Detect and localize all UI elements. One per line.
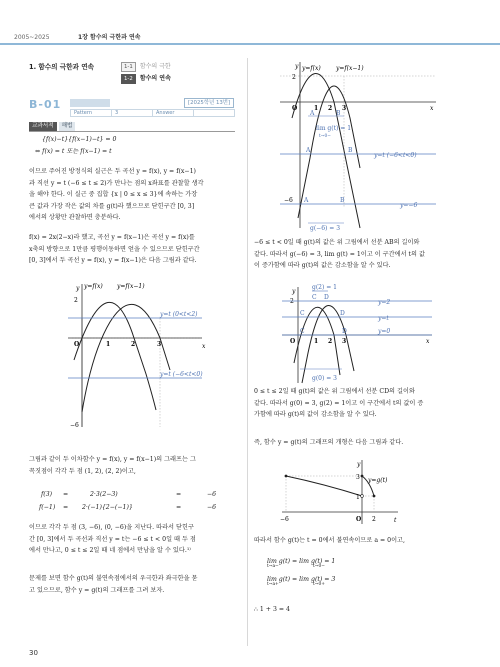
label-fx: y=f(x) — [84, 283, 103, 290]
limit-sub: t→0− — [319, 134, 331, 139]
paragraph-3 — [29, 454, 239, 477]
calc-1-lhs: f(3) — [41, 491, 53, 498]
point-open — [361, 495, 364, 498]
header-rule — [0, 43, 500, 45]
header-years: 2005~2025 — [14, 34, 50, 41]
curve-gt-left — [286, 476, 362, 496]
meta-cell: Answer — [153, 110, 194, 116]
unit-label: 함수의 극한 — [139, 63, 171, 71]
text-line: 0 ≤ t ≤ 2일 때 g(t)의 값은 위 그림에서 선분 CD의 길이와 — [254, 388, 415, 395]
origin-label: O — [74, 341, 80, 348]
calc-1-rhs: −6 — [207, 491, 217, 498]
point-d-bot: D — [342, 328, 347, 335]
limit-eq-2-sub-a: t→a+ — [267, 582, 279, 587]
x-axis-label: x — [426, 338, 430, 345]
limit-eq-1-sub-b: t→0− — [313, 564, 325, 569]
text-line: 고 있으므로, 함수 y = g(t)의 그래프를 그려 보자. — [29, 586, 165, 594]
text-line: x축의 방향으로 1만큼 평행이동하면 얻을 수 있으므로 닫힌구간 — [29, 245, 200, 253]
tick-2: 2 — [74, 297, 78, 304]
tick-x2: 2 — [328, 105, 333, 112]
label-line-neg6: y=−6 — [400, 202, 418, 209]
tick-1: 1 — [356, 494, 360, 501]
y-axis-label: y — [295, 63, 299, 70]
graph-case-negative-t — [270, 58, 440, 233]
point-a-upper: A — [310, 110, 315, 117]
meta-cell: 3 — [112, 110, 153, 116]
curve-fx-minus1 — [82, 304, 170, 412]
unit-row-1 — [121, 62, 171, 72]
label-textbook: 교과서적 — [29, 122, 57, 131]
limit-eq-1-sub-a: t→a− — [267, 564, 279, 569]
paragraph-5 — [29, 573, 239, 596]
label-gt: y=g(t) — [368, 477, 388, 484]
solution-labels — [29, 122, 75, 131]
graph-fx-two-curves — [62, 282, 212, 432]
conclusion: ∴ 1 + 3 = 4 — [254, 606, 290, 613]
calc-1-mid: 2·3(2−3) — [90, 491, 118, 498]
text-line: 문제를 보면 함수 g(t)의 불연속점에서의 우극한과 좌극한을 묻 — [29, 575, 198, 582]
tick-x3: 3 — [342, 105, 347, 112]
text-line: 가함에 따라 g(t)의 값이 감소함을 알 수 있다. — [254, 411, 377, 419]
label-y2: y=2 — [378, 299, 391, 306]
problem-source: [2025학년 13번] — [184, 98, 234, 108]
tick-x1: 1 — [314, 105, 319, 112]
y-axis-label: y — [76, 285, 80, 292]
text-line: 같다. 따라서 g(−6) = 3, lim g(t) = 1이고 이 구간에서 t의 값 — [254, 250, 425, 258]
text-line: 큰 값과 가장 작은 값의 차를 g(t)라 했으므로 닫힌구간 [0, 3] — [29, 202, 195, 210]
limit-label: lim g(t) = 1 — [316, 125, 352, 132]
origin-label: O — [292, 105, 298, 112]
unit-row-2 — [121, 74, 171, 84]
point-end — [373, 495, 376, 498]
calc-2-mid: 2·(−1){2−(−1)} — [82, 504, 133, 511]
point-d-top: D — [324, 294, 329, 301]
point-closed — [361, 475, 364, 478]
unit-tag: 1-1 — [121, 62, 136, 72]
tick-2: 2 — [292, 74, 296, 81]
point-b-lower: B — [348, 147, 353, 154]
tick-x1: 1 — [106, 341, 111, 348]
right-paragraph-2 — [254, 386, 486, 421]
tick-x1: 1 — [314, 338, 319, 345]
problem-bar — [70, 99, 110, 107]
paragraph-2 — [29, 232, 239, 267]
tick-neg6: −6 — [284, 197, 293, 204]
label-line-t: y=t (−6<t<0) — [374, 152, 417, 159]
problem-meta — [70, 109, 235, 117]
tick-x3: 3 — [342, 338, 347, 345]
problem-id: B-01 — [29, 98, 62, 111]
label-line-bot: y=t (−6<t<0) — [160, 371, 203, 378]
calc-2-lhs: f(−1) — [39, 504, 56, 511]
text-line: 이 증가함에 따라 g(t)의 값은 감소함을 알 수 있다. — [254, 262, 391, 270]
g0-label: g(0) = 3 — [312, 375, 337, 382]
meta-cell: Pattern — [71, 110, 112, 116]
right-paragraph-1 — [254, 237, 486, 272]
x-axis-label: x — [430, 105, 434, 112]
curve-fx — [74, 302, 156, 410]
label-line-top: y=t (0<t<2) — [160, 311, 198, 318]
point-c-top: C — [312, 294, 317, 301]
y-axis-label: y — [357, 461, 361, 468]
g-neg6-label: g(−6) = 3 — [310, 225, 341, 232]
text-line: 이므로 주어진 방정식의 실근은 두 곡선 y = f(x), y = f(x−1) — [29, 168, 196, 175]
label-solution: 해법 — [59, 122, 76, 131]
graph-gt — [272, 458, 402, 528]
text-line: [0, 3]에서 두 곡선 y = f(x), y = f(x−1)은 다음 그림과 같다. — [29, 257, 197, 265]
tick-neg6: −6 — [70, 422, 79, 429]
tick-neg6: −6 — [280, 516, 289, 523]
calc-2-rhs: −6 — [207, 504, 217, 511]
tick-x2: 2 — [131, 341, 136, 348]
point-a-lower: A — [306, 147, 311, 154]
label-y0: y=0 — [378, 328, 391, 335]
section-title: 1. 함수의 극한과 연속 — [29, 63, 94, 71]
origin-label: O — [356, 516, 362, 523]
limit-eq-2: lim g(t) = lim g(t) = 3 — [267, 576, 336, 583]
tick-x2: 2 — [328, 338, 333, 345]
column-divider — [247, 58, 248, 646]
unit-label-active: 함수의 연속 — [139, 75, 171, 83]
point-c-bot: C — [300, 328, 305, 335]
label-fx: y=f(x) — [302, 65, 321, 72]
text-line: 과 직선 y = t (−6 ≤ t ≤ 2)가 만나는 점의 x좌표를 관찰할 생각 — [29, 179, 204, 187]
limit-eq-1: lim g(t) = lim g(t) = 1 — [267, 558, 336, 565]
x-axis-label: x — [202, 343, 206, 350]
label-rule — [29, 131, 235, 132]
equation-2: ⇔ f(x) = t 또는 f(x−1) = t — [35, 148, 112, 155]
text-line: 에서의 상황만 관찰하면 충분하다. — [29, 214, 121, 222]
label-fx-minus1: y=f(x−1) — [336, 65, 364, 72]
point-start — [285, 475, 288, 478]
text-line: 꼭짓점이 각각 두 점 (1, 2), (2, 2)이고, — [29, 467, 136, 475]
origin-label: O — [290, 338, 296, 345]
tick-x3: 3 — [157, 341, 162, 348]
paragraph-1 — [29, 166, 239, 224]
point-b-upper: B — [336, 110, 341, 117]
page-number: 30 — [29, 649, 38, 657]
tick-3: 3 — [356, 474, 360, 481]
text-line: 간 [0, 3]에서 두 곡선과 직선 y = t는 −6 ≤ t < 0일 때 두 점 — [29, 535, 196, 543]
right-paragraph-3: 즉, 함수 y = g(t)의 그래프의 개형은 다음 그림과 같다. — [254, 439, 404, 446]
x-axis-label: t — [394, 517, 397, 524]
meta-cell — [194, 110, 234, 116]
text-line: 을 해야 한다. 이 실근 중 집합 {x | 0 ≤ x ≤ 3}에 속하는 가장 — [29, 191, 198, 199]
label-yt: y=t — [378, 315, 389, 322]
point-b-bottom: B — [340, 197, 345, 204]
point-a-bottom: A — [304, 197, 309, 204]
g2-label: g(2) = 1 — [312, 284, 337, 291]
header-chapter: 1장 함수의 극한과 연속 — [78, 34, 141, 41]
graph-case-positive-t — [276, 283, 436, 387]
tick-x2: 2 — [372, 516, 376, 523]
y-axis-label: y — [292, 288, 296, 295]
equation-1: {f(x)−t}{f(x−1)−t} = 0 — [42, 136, 117, 143]
unit-tag-active: 1-2 — [121, 74, 136, 84]
page-header — [0, 0, 500, 44]
text-line: 에서 만나고, 0 ≤ t ≤ 2일 때 네 점에서 만남을 알 수 있다.¹⁾ — [29, 547, 191, 555]
text-line: 그림과 같이 두 이차함수 y = f(x), y = f(x−1)의 그래프는 그 — [29, 456, 196, 463]
right-paragraph-4: 따라서 함수 g(t)는 t = 0에서 불연속이므로 a = 0이고, — [254, 537, 405, 544]
text-line: −6 ≤ t < 0일 때 g(t)의 값은 위 그림에서 선분 AB의 길이와 — [254, 239, 420, 246]
label-fx-minus1: y=f(x−1) — [117, 283, 145, 290]
point-c-mid: C — [300, 310, 305, 317]
point-d-mid: D — [340, 310, 345, 317]
text-line: 같다. 따라서 g(0) = 3, g(2) = 1이고 이 구간에서 t의 값이 증 — [254, 399, 424, 407]
text-line: 이므로 각각 두 점 (3, −6), (0, −6)을 지난다. 따라서 닫힌구 — [29, 524, 194, 531]
text-line: f(x) = 2x(2−x)라 했고, 곡선 y = f(x−1)은 곡선 y = f(x)를 — [29, 234, 195, 241]
paragraph-4 — [29, 522, 239, 557]
limit-eq-2-sub-b: t→0+ — [313, 582, 325, 587]
tick-2: 2 — [290, 298, 294, 305]
